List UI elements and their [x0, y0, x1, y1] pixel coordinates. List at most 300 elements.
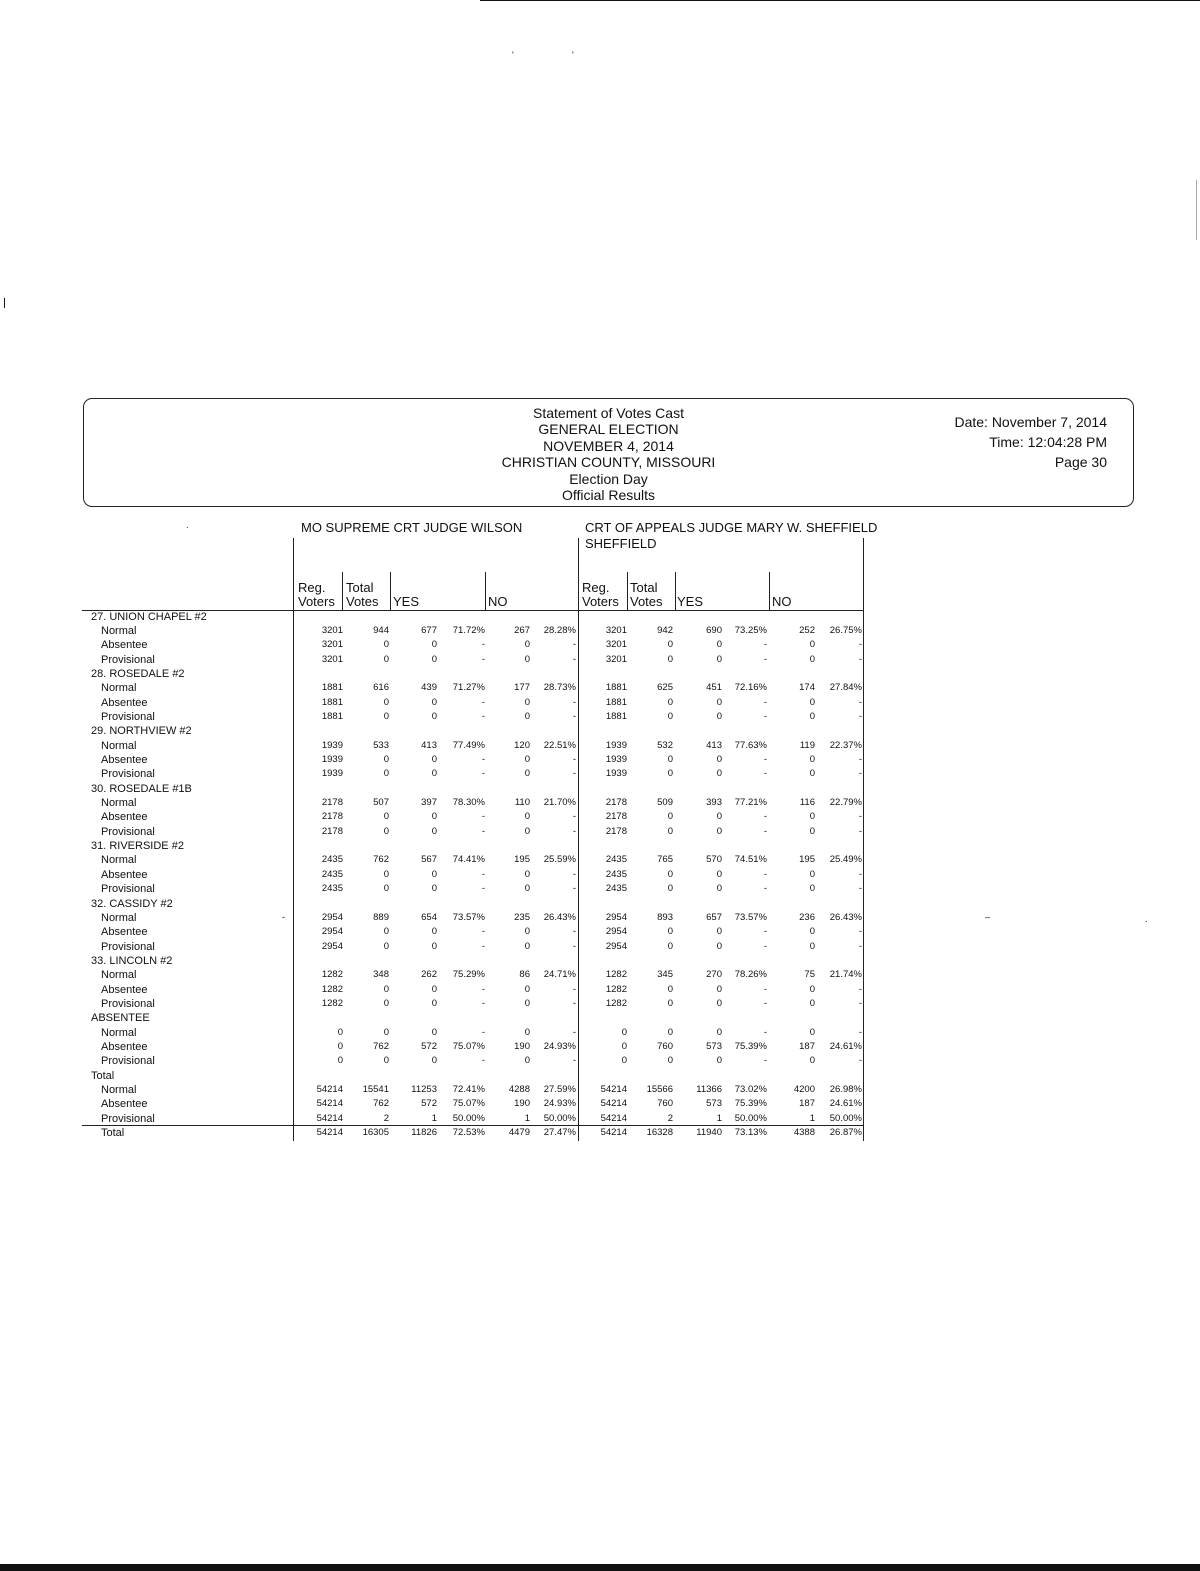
- no-pct-cell: -: [858, 754, 862, 765]
- yes-votes-cell: 0: [716, 696, 722, 708]
- scan-speck: –: [985, 912, 991, 922]
- reg-voters-cell: 1881: [605, 710, 627, 722]
- yes-pct-cell: -: [763, 940, 767, 952]
- no-pct-cell: -: [572, 1055, 576, 1067]
- total-votes-cell: 0: [667, 940, 673, 952]
- reg-voters-cell: 2178: [321, 825, 343, 837]
- reg-voters-cell: 3201: [605, 639, 627, 651]
- yes-votes-cell: 0: [431, 768, 437, 780]
- reg-voters-cell: 1939: [321, 754, 343, 765]
- no-votes-cell: 0: [809, 811, 815, 823]
- total-votes-cell: 0: [667, 639, 673, 651]
- table-row: [0, 984, 1200, 998]
- no-pct-cell: 28.73%: [543, 682, 576, 694]
- yes-votes-cell: 393: [706, 797, 722, 809]
- yes-votes-cell: 11253: [411, 1084, 437, 1096]
- scan-left-mark: [4, 298, 5, 308]
- contest-title-2: [585, 520, 877, 552]
- yes-pct-cell: -: [481, 710, 485, 722]
- total-votes-cell: 765: [657, 854, 673, 866]
- no-votes-cell: 4288: [508, 1084, 530, 1096]
- yes-pct-cell: -: [763, 811, 767, 823]
- no-votes-cell: 0: [524, 768, 530, 780]
- no-votes-cell: 0: [524, 639, 530, 651]
- yes-pct-cell: 71.27%: [452, 682, 485, 694]
- vote-type-label: Normal: [101, 739, 137, 752]
- yes-pct-cell: 78.30%: [452, 797, 485, 809]
- yes-votes-cell: 690: [706, 624, 722, 636]
- total-votes-cell: 16328: [646, 1127, 673, 1139]
- no-pct-cell: -: [858, 768, 862, 780]
- no-votes-cell: 0: [809, 1055, 815, 1067]
- total-votes-cell: 0: [667, 696, 673, 708]
- total-votes-cell: 0: [383, 940, 389, 952]
- no-votes-cell: 195: [799, 854, 815, 866]
- yes-pct-cell: 77.63%: [734, 739, 767, 751]
- yes-pct-cell: 50.00%: [452, 1112, 485, 1124]
- no-pct-cell: -: [572, 883, 576, 895]
- no-votes-cell: 0: [524, 997, 530, 1009]
- yes-votes-cell: 0: [716, 754, 722, 765]
- no-votes-cell: 0: [809, 926, 815, 938]
- yes-pct-cell: -: [763, 696, 767, 708]
- total-votes-cell: 533: [373, 739, 389, 751]
- yes-votes-cell: 0: [431, 811, 437, 823]
- total-votes-cell: 944: [373, 624, 389, 636]
- total-votes-cell: 0: [667, 710, 673, 722]
- reg-voters-cell: 1282: [605, 983, 627, 995]
- yes-pct-cell: -: [763, 768, 767, 780]
- no-votes-cell: 0: [809, 639, 815, 651]
- yes-pct-cell: -: [763, 710, 767, 722]
- table-row: [0, 854, 1200, 868]
- table-row: [0, 912, 1200, 926]
- reg-voters-cell: 3201: [321, 639, 343, 651]
- vote-type-label: Absentee: [101, 811, 148, 824]
- table-rule: [342, 572, 343, 610]
- reg-voters-cell: 1881: [321, 696, 343, 708]
- precinct-heading-row: [0, 840, 1200, 854]
- reg-voters-cell: 2954: [605, 911, 627, 923]
- yes-votes-cell: 1: [431, 1112, 437, 1124]
- yes-votes-cell: 0: [716, 811, 722, 823]
- results-status: Official Results: [561, 487, 656, 504]
- yes-pct-cell: 75.29%: [452, 969, 485, 981]
- no-votes-cell: 0: [524, 983, 530, 995]
- report-date: Date: November 7, 2014: [954, 414, 1107, 430]
- yes-pct-cell: -: [481, 883, 485, 895]
- vote-type-label: Normal: [101, 797, 137, 810]
- no-pct-cell: 24.71%: [543, 969, 576, 981]
- precinct-heading-row: [0, 783, 1200, 797]
- total-votes-cell: 509: [657, 797, 673, 809]
- reg-voters-cell: 1282: [321, 983, 343, 995]
- yes-votes-cell: 570: [706, 854, 722, 866]
- yes-pct-cell: -: [763, 883, 767, 895]
- no-votes-cell: 1: [524, 1112, 530, 1124]
- yes-pct-cell: -: [763, 926, 767, 938]
- contest-title-1: [301, 520, 522, 536]
- no-votes-cell: 195: [514, 854, 530, 866]
- table-row: [0, 740, 1200, 754]
- no-pct-cell: 26.75%: [829, 624, 862, 636]
- yes-pct-cell: 73.57%: [734, 911, 767, 923]
- reg-voters-cell: 54214: [600, 1098, 627, 1110]
- yes-pct-cell: 73.02%: [734, 1084, 767, 1096]
- scan-speck: .: [186, 520, 189, 530]
- no-pct-cell: -: [858, 653, 862, 665]
- table-row: [0, 941, 1200, 955]
- table-row: [0, 797, 1200, 811]
- total-votes-cell: 0: [667, 868, 673, 880]
- reg-voters-cell: 2178: [605, 825, 627, 837]
- table-row: [0, 639, 1200, 653]
- yes-pct-cell: -: [481, 1055, 485, 1067]
- no-pct-cell: 27.84%: [829, 682, 862, 694]
- yes-votes-cell: 397: [421, 797, 437, 809]
- no-pct-cell: -: [572, 983, 576, 995]
- no-pct-cell: -: [572, 940, 576, 952]
- no-votes-cell: 0: [524, 811, 530, 823]
- table-row: [0, 654, 1200, 668]
- reg-voters-cell: 0: [621, 1041, 627, 1052]
- table-row: [0, 1113, 1200, 1127]
- no-votes-cell: 0: [809, 754, 815, 765]
- reg-voters-cell: 1939: [321, 739, 343, 751]
- reg-voters-cell: 1282: [605, 969, 627, 981]
- yes-votes-cell: 0: [431, 754, 437, 765]
- no-pct-cell: -: [572, 710, 576, 722]
- reg-voters-cell: 1881: [321, 682, 343, 694]
- col-no: NO: [488, 594, 508, 609]
- table-row: [0, 1041, 1200, 1055]
- no-votes-cell: 0: [809, 883, 815, 895]
- total-votes-cell: 15566: [646, 1084, 673, 1096]
- scan-bottom-border: [0, 1564, 1200, 1571]
- table-rule: [390, 572, 391, 610]
- no-pct-cell: 22.79%: [829, 797, 862, 809]
- vote-type-label: Absentee: [101, 696, 148, 709]
- total-votes-cell: 0: [383, 1055, 389, 1067]
- no-pct-cell: -: [572, 868, 576, 880]
- no-pct-cell: -: [858, 696, 862, 708]
- scan-speck: -: [282, 912, 285, 922]
- no-votes-cell: 0: [809, 825, 815, 837]
- yes-votes-cell: 413: [706, 739, 722, 751]
- report-subtitle: Election Day: [569, 470, 648, 487]
- no-votes-cell: 235: [514, 911, 530, 923]
- table-rule: [675, 572, 676, 610]
- county-name: CHRISTIAN COUNTY, MISSOURI: [501, 454, 716, 471]
- contest-title-text: CRT OF APPEALS JUDGE MARY W. SHEFFIELD: [585, 520, 878, 535]
- yes-votes-cell: 451: [706, 682, 722, 694]
- table-rule: [485, 572, 486, 610]
- no-pct-cell: -: [858, 710, 862, 722]
- yes-pct-cell: -: [763, 825, 767, 837]
- yes-pct-cell: 50.00%: [734, 1112, 767, 1124]
- no-pct-cell: 26.43%: [829, 911, 862, 923]
- total-votes-cell: 0: [667, 825, 673, 837]
- yes-pct-cell: 72.41%: [452, 1084, 485, 1096]
- total-votes-cell: 15541: [362, 1084, 389, 1096]
- reg-voters-cell: 1881: [605, 682, 627, 694]
- table-row: [0, 926, 1200, 940]
- reg-voters-cell: 1939: [321, 768, 343, 780]
- yes-votes-cell: 572: [421, 1041, 437, 1052]
- yes-votes-cell: 0: [431, 696, 437, 708]
- reg-voters-cell: 2435: [321, 854, 343, 866]
- yes-votes-cell: 270: [706, 969, 722, 981]
- no-pct-cell: 26.87%: [829, 1127, 862, 1139]
- yes-pct-cell: 75.07%: [452, 1041, 485, 1052]
- table-row: [0, 625, 1200, 639]
- precinct-heading-row: [0, 1012, 1200, 1026]
- total-votes-cell: 0: [383, 1026, 389, 1038]
- total-votes-cell: 760: [657, 1041, 673, 1052]
- no-pct-cell: -: [858, 1055, 862, 1067]
- yes-pct-cell: -: [481, 653, 485, 665]
- total-votes-cell: 0: [383, 825, 389, 837]
- table-row: [0, 969, 1200, 983]
- yes-pct-cell: 75.39%: [734, 1098, 767, 1110]
- vote-type-label: Absentee: [101, 1098, 148, 1111]
- reg-voters-cell: 1282: [321, 969, 343, 981]
- col-reg-voters: Reg. Voters: [298, 580, 335, 609]
- no-votes-cell: 0: [524, 940, 530, 952]
- scan-speck: .: [1145, 914, 1148, 924]
- total-votes-cell: 0: [383, 997, 389, 1009]
- table-row: [0, 1098, 1200, 1112]
- total-votes-cell: 760: [657, 1098, 673, 1110]
- yes-pct-cell: -: [763, 1026, 767, 1038]
- no-votes-cell: 86: [519, 969, 530, 981]
- total-votes-cell: 2: [667, 1112, 673, 1124]
- yes-pct-cell: -: [481, 926, 485, 938]
- total-votes-cell: 0: [667, 811, 673, 823]
- total-votes-cell: 762: [373, 854, 389, 866]
- col-no: NO: [772, 594, 792, 609]
- precinct-name: 29. NORTHVIEW #2: [91, 725, 192, 738]
- reg-voters-cell: 54214: [316, 1112, 343, 1124]
- yes-votes-cell: 0: [431, 1055, 437, 1067]
- scan-speck: ': [572, 50, 574, 60]
- col-total-votes: Total Votes: [630, 580, 663, 609]
- no-votes-cell: 190: [514, 1041, 530, 1052]
- no-pct-cell: 24.93%: [543, 1098, 576, 1110]
- total-votes-cell: 0: [383, 710, 389, 722]
- reg-voters-cell: 54214: [316, 1098, 343, 1110]
- no-votes-cell: 0: [809, 710, 815, 722]
- no-votes-cell: 0: [524, 926, 530, 938]
- yes-pct-cell: -: [481, 997, 485, 1009]
- vote-type-label: Provisional: [101, 883, 155, 896]
- no-votes-cell: 0: [524, 754, 530, 765]
- no-pct-cell: 22.37%: [829, 739, 862, 751]
- yes-votes-cell: 11826: [411, 1127, 437, 1139]
- yes-pct-cell: -: [481, 696, 485, 708]
- no-pct-cell: 21.70%: [543, 797, 576, 809]
- yes-votes-cell: 0: [716, 940, 722, 952]
- report-meta: [954, 412, 1107, 472]
- reg-voters-cell: 2954: [605, 940, 627, 952]
- no-pct-cell: -: [572, 653, 576, 665]
- table-row: [0, 883, 1200, 897]
- yes-pct-cell: -: [481, 983, 485, 995]
- reg-voters-cell: 2954: [321, 940, 343, 952]
- precinct-name: 33. LINCOLN #2: [91, 954, 173, 967]
- yes-votes-cell: 567: [421, 854, 437, 866]
- table-row: [0, 754, 1200, 768]
- no-pct-cell: -: [858, 983, 862, 995]
- table-row: [0, 811, 1200, 825]
- yes-pct-cell: 78.26%: [734, 969, 767, 981]
- yes-votes-cell: 573: [706, 1098, 722, 1110]
- no-votes-cell: 174: [799, 682, 815, 694]
- no-pct-cell: -: [572, 926, 576, 938]
- precinct-heading-row: [0, 955, 1200, 969]
- precinct-name: 32. CASSIDY #2: [91, 897, 173, 910]
- yes-pct-cell: -: [763, 997, 767, 1009]
- yes-pct-cell: 77.49%: [452, 739, 485, 751]
- no-votes-cell: 75: [804, 969, 815, 981]
- table-row: [0, 1127, 1200, 1141]
- report-time: Time: 12:04:28 PM: [989, 434, 1107, 450]
- election-name: GENERAL ELECTION: [538, 421, 679, 438]
- no-votes-cell: 0: [809, 868, 815, 880]
- yes-votes-cell: 0: [431, 1026, 437, 1038]
- reg-voters-cell: 2435: [605, 883, 627, 895]
- no-votes-cell: 4479: [508, 1127, 530, 1139]
- vote-type-label: Normal: [101, 1084, 137, 1097]
- no-pct-cell: -: [572, 1026, 576, 1038]
- no-votes-cell: 0: [524, 696, 530, 708]
- table-row: [0, 711, 1200, 725]
- yes-votes-cell: 0: [716, 825, 722, 837]
- yes-pct-cell: -: [481, 754, 485, 765]
- yes-pct-cell: -: [763, 754, 767, 765]
- vote-type-label: Absentee: [101, 639, 148, 652]
- yes-votes-cell: 0: [716, 1026, 722, 1038]
- table-row: [0, 869, 1200, 883]
- precinct-heading-row: [0, 725, 1200, 739]
- total-votes-cell: 507: [373, 797, 389, 809]
- reg-voters-cell: 2178: [321, 797, 343, 809]
- total-votes-cell: 762: [373, 1098, 389, 1110]
- vote-type-label: Provisional: [101, 1112, 155, 1125]
- total-votes-cell: 0: [383, 811, 389, 823]
- table-row: [0, 1055, 1200, 1069]
- precinct-name: 30. ROSEDALE #1B: [91, 782, 192, 795]
- no-votes-cell: 0: [809, 940, 815, 952]
- yes-pct-cell: -: [763, 983, 767, 995]
- reg-voters-cell: 3201: [605, 653, 627, 665]
- yes-pct-cell: 74.41%: [452, 854, 485, 866]
- yes-votes-cell: 0: [716, 710, 722, 722]
- reg-voters-cell: 0: [337, 1055, 343, 1067]
- precinct-name: 27. UNION CHAPEL #2: [91, 610, 207, 623]
- no-pct-cell: -: [858, 825, 862, 837]
- no-pct-cell: 24.61%: [829, 1041, 862, 1052]
- no-votes-cell: 4388: [793, 1127, 815, 1139]
- no-pct-cell: 24.61%: [829, 1098, 862, 1110]
- no-pct-cell: -: [572, 696, 576, 708]
- no-pct-cell: 50.00%: [543, 1112, 576, 1124]
- no-votes-cell: 119: [799, 739, 815, 751]
- total-votes-cell: 532: [657, 739, 673, 751]
- no-votes-cell: 0: [524, 868, 530, 880]
- no-votes-cell: 116: [799, 797, 815, 809]
- total-votes-cell: 0: [667, 1055, 673, 1067]
- vote-type-label: Normal: [101, 969, 137, 982]
- no-votes-cell: 0: [809, 653, 815, 665]
- yes-votes-cell: 654: [421, 911, 437, 923]
- table-row: [0, 1027, 1200, 1041]
- total-votes-cell: 0: [667, 768, 673, 780]
- vote-type-label: Provisional: [101, 710, 155, 723]
- yes-votes-cell: 0: [431, 997, 437, 1009]
- no-votes-cell: 0: [524, 883, 530, 895]
- col-total-votes: Total Votes: [346, 580, 379, 609]
- col-reg-voters: Reg. Voters: [582, 580, 619, 609]
- no-pct-cell: -: [858, 926, 862, 938]
- no-votes-cell: 0: [809, 983, 815, 995]
- total-votes-cell: 616: [373, 682, 389, 694]
- reg-voters-cell: 1939: [605, 768, 627, 780]
- no-votes-cell: 120: [514, 739, 530, 751]
- yes-pct-cell: -: [763, 868, 767, 880]
- reg-voters-cell: 1881: [605, 696, 627, 708]
- vote-type-label: Normal: [101, 854, 137, 867]
- total-votes-cell: 942: [657, 624, 673, 636]
- total-votes-cell: 2: [383, 1112, 389, 1124]
- reg-voters-cell: 3201: [321, 653, 343, 665]
- no-votes-cell: 0: [524, 710, 530, 722]
- total-votes-cell: 0: [383, 883, 389, 895]
- yes-votes-cell: 0: [431, 868, 437, 880]
- no-votes-cell: 110: [514, 797, 530, 809]
- yes-pct-cell: 77.21%: [734, 797, 767, 809]
- total-votes-cell: 0: [383, 868, 389, 880]
- reg-voters-cell: 2178: [605, 811, 627, 823]
- reg-voters-cell: 2435: [321, 868, 343, 880]
- no-votes-cell: 236: [799, 911, 815, 923]
- yes-pct-cell: 73.25%: [734, 624, 767, 636]
- precinct-name: Total: [91, 1069, 115, 1082]
- total-votes-cell: 0: [667, 1026, 673, 1038]
- vote-type-label: Absentee: [101, 983, 148, 996]
- reg-voters-cell: 0: [621, 1055, 627, 1067]
- total-votes-cell: 625: [657, 682, 673, 694]
- yes-pct-cell: 74.51%: [734, 854, 767, 866]
- vote-type-label: Absentee: [101, 754, 148, 766]
- vote-type-label: Provisional: [101, 825, 155, 838]
- yes-votes-cell: 0: [716, 768, 722, 780]
- reg-voters-cell: 0: [337, 1026, 343, 1038]
- yes-votes-cell: 0: [431, 653, 437, 665]
- no-votes-cell: 190: [514, 1098, 530, 1110]
- reg-voters-cell: 1939: [605, 754, 627, 765]
- yes-pct-cell: -: [481, 768, 485, 780]
- yes-pct-cell: 72.53%: [452, 1127, 485, 1139]
- yes-pct-cell: -: [481, 825, 485, 837]
- precinct-name: 28. ROSEDALE #2: [91, 667, 185, 680]
- election-date: NOVEMBER 4, 2014: [543, 437, 674, 454]
- vote-type-label: Provisional: [101, 1055, 155, 1068]
- report-title: Statement of Votes Cast: [533, 405, 684, 421]
- no-pct-cell: 27.59%: [543, 1084, 576, 1096]
- no-votes-cell: 1: [809, 1112, 815, 1124]
- no-pct-cell: -: [858, 868, 862, 880]
